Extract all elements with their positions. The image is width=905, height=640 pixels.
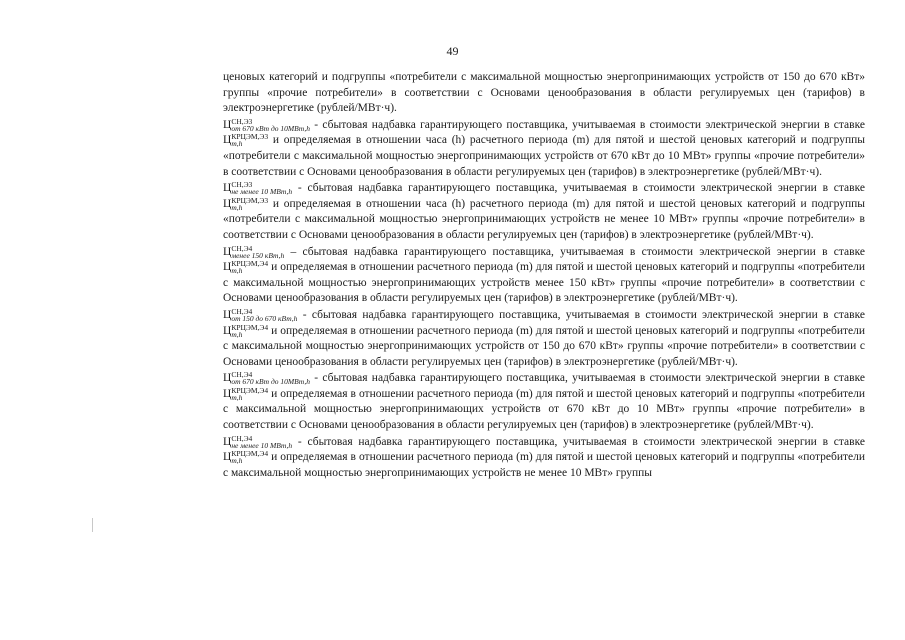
paragraph-continuation <box>223 70 865 117</box>
rate-symbol: Ц КРЦЭМ,Э3 m,h <box>223 132 269 149</box>
rate-symbol: Ц КРЦЭМ,Э4 m,h <box>223 449 269 466</box>
definition-paragraph <box>223 371 865 433</box>
paragraph-text: и определяемая в отношении расчетного периода (m) для пятой и шестой ценовых категорий и подгруппы «потребители с максимальной мощностью энергопринимающих устройств менее 150 кВт» группы «прочие потребители» в соответствии с Основами ценообразования в области регулируемых цен (тарифов) в электроэнергетике (рублей/МВт·ч). <box>223 261 865 305</box>
formula-symbol: Ц СН,Э4 от 150 до 670 кВт,h <box>223 306 298 323</box>
paragraph-text: и определяемая в отношении расчетного периода (m) для пятой и шестой ценовых категорий и подгруппы «потребители с максимальной мощностью энергопринимающих устройств не менее 10 МВт» группы <box>223 451 865 479</box>
rate-symbol: Ц КРЦЭМ,Э4 m,h <box>223 385 269 402</box>
paragraph-text: и определяемая в отношении часа (h) расчетного периода (m) для пятой и шестой ценовых категорий и подгруппы «потребители с максимальной мощностью энергопринимающих устройств от 670 кВт до 10 МВт» группы «прочие потребители» в соответствии с Основами ценообразования в области регулируемых цен (тарифов) в электроэнергетике (рублей/МВт·ч). <box>223 134 865 178</box>
document-body <box>223 70 865 481</box>
paragraph-text: - сбытовая надбавка гарантирующего поставщика, учитываемая в стоимости электрической энергии в ставке <box>310 372 865 385</box>
page-number: 49 <box>446 44 459 58</box>
formula-symbol: Ц СН,Э3 от 670 кВт до 10МВт,h <box>223 116 311 133</box>
paragraph-text: - сбытовая надбавка гарантирующего поставщика, учитываемая в стоимости электрической энергии в ставке <box>297 308 865 321</box>
paragraph-text: - сбытовая надбавка гарантирующего поставщика, учитываемая в стоимости электрической энергии в ставке <box>292 435 865 448</box>
rate-symbol: Ц КРЦЭМ,Э3 m,h <box>223 195 269 212</box>
definition-paragraph <box>223 118 865 180</box>
paragraph-text: – сбытовая надбавка гарантирующего поставщика, учитываемая в стоимости электрической энергии в ставке <box>284 245 865 258</box>
paragraph-text: и определяемая в отношении расчетного периода (m) для пятой и шестой ценовых категорий и подгруппы «потребители с максимальной мощностью энергопринимающих устройств от 150 до 670 кВт» группы «прочие потребители» в соответствии с Основами ценообразования в области регулируемых цен (тарифов) в электроэнергетике (рублей/МВт·ч). <box>223 324 865 368</box>
rate-symbol: Ц КРЦЭМ,Э4 m,h <box>223 322 269 339</box>
paragraph-text: и определяемая в отношении часа (h) расчетного периода (m) для пятой и шестой ценовых категорий и подгруппы «потребители с максимальной мощностью энергопринимающих устройств не менее 10 МВт» группы «прочие потребители» в соответствии с Основами ценообразования в области регулируемых цен (тарифов) в электроэнергетике (рублей/МВт·ч). <box>223 197 865 241</box>
formula-symbol: Ц СН,Э3 не менее 10 МВт,h <box>223 180 293 197</box>
formula-symbol: Ц СН,Э4 не менее 10 МВт,h <box>223 433 293 450</box>
rate-symbol: Ц КРЦЭМ,Э4 m,h <box>223 259 269 276</box>
paragraph-text: - сбытовая надбавка гарантирующего поставщика, учитываемая в стоимости электрической энергии в ставке <box>310 118 865 131</box>
formula-symbol: Ц СН,Э4 менее 150 кВт,h <box>223 243 285 260</box>
definition-paragraph <box>223 308 865 370</box>
definition-paragraph <box>223 181 865 243</box>
paragraph-text: и определяемая в отношении расчетного периода (m) для пятой и шестой ценовых категорий и подгруппы «потребители с максимальной мощностью энергопринимающих устройств от 670 кВт до 10 МВт» группы «прочие потребители» в соответствии с Основами ценообразования в области регулируемых цен (тарифов) в электроэнергетике (рублей/МВт·ч). <box>223 387 865 432</box>
formula-symbol: Ц СН,Э4 от 670 кВт до 10МВт,h <box>223 370 311 387</box>
definition-paragraph <box>223 245 865 307</box>
paragraph-text: - сбытовая надбавка гарантирующего поставщика, учитываемая в стоимости электрической энергии в ставке <box>292 182 865 195</box>
definition-paragraph <box>223 435 865 482</box>
margin-mark <box>92 518 93 532</box>
paragraph-text: ценовых категорий и подгруппы «потребители с максимальной мощностью энергопринимающих устройств от 150 до 670 кВт» группы «прочие потребители» в соответствии с Основами ценообразования в области регулируемых цен (тарифов) в электроэнергетике (рублей/МВт·ч). <box>223 71 865 115</box>
